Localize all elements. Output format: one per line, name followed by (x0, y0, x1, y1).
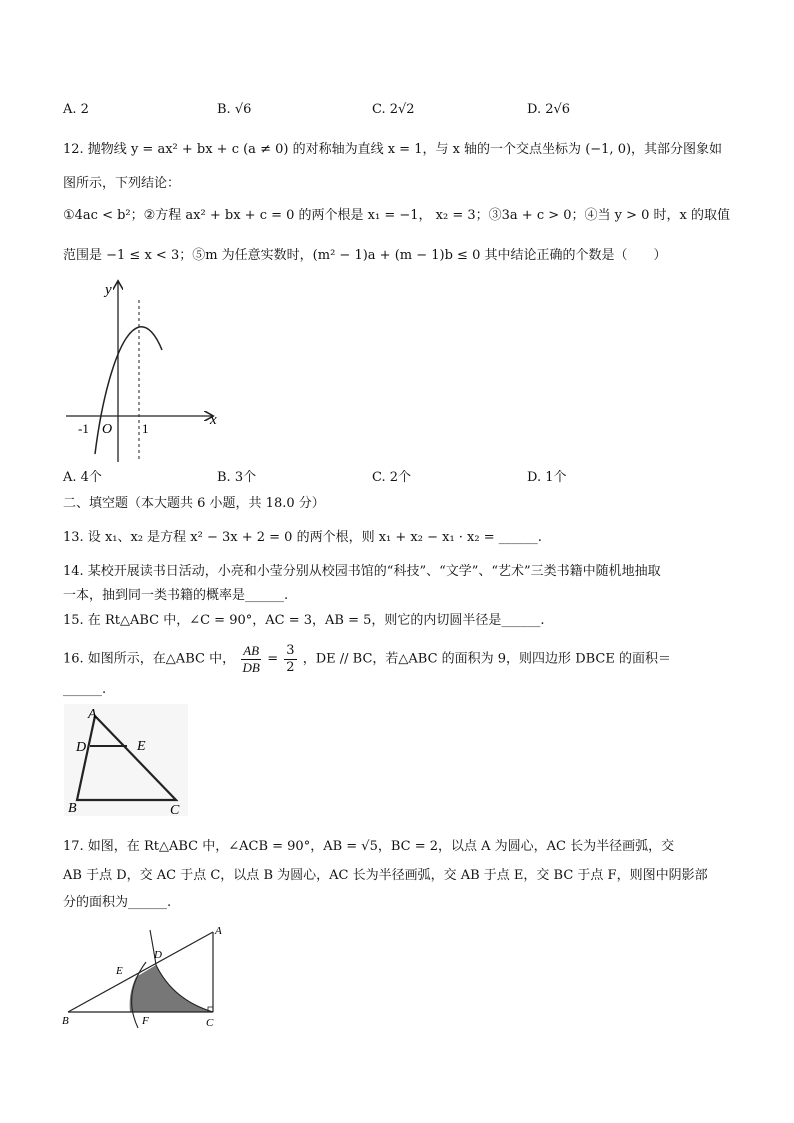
q11-option-a: A. 2 (63, 102, 89, 117)
q16-line-2: ______. (63, 682, 107, 697)
label-a: A (88, 707, 97, 722)
q16-prefix: 16. 如图所示，在△ABC 中， (63, 651, 236, 667)
one-label: 1 (142, 421, 149, 436)
label-b: B (62, 1015, 69, 1027)
q12-line-3: ①4ac < b²；②方程 ax² + bx + c = 0 的两个根是 x₁ = −1， x₂ = 3；③3a + c > 0；④当 y > 0 时，x 的取值 (63, 208, 731, 223)
label-d: D (154, 949, 162, 961)
q16-suffix: ，DE // BC，若△ABC 的面积为 9，则四边形 DBCE 的面积＝ (302, 651, 671, 667)
q17-line-3: 分的面积为______. (63, 895, 172, 910)
q16-frac-numerator: AB (243, 643, 260, 658)
q15-text: 15. 在 Rt△ABC 中，∠C = 90°，AC = 3，AB = 5，则它的内切圆半径是______. (63, 613, 545, 628)
q16-fraction (241, 643, 261, 676)
label-e: E (137, 739, 146, 754)
q12-line-4: 范围是 −1 ≤ x < 3；⑤m 为任意实数时，(m² − 1)a + (m − 1)b ≤ 0 其中结论正确的个数是（ ） (63, 248, 667, 263)
q12-option-b: B. 3个 (217, 470, 257, 485)
q16-frac2-numerator: 3 (286, 643, 295, 658)
label-e: E (116, 965, 123, 977)
q11-option-b: B. √6 (217, 102, 252, 117)
q17-line-1: 17. 如图，在 Rt△ABC 中，∠ACB = 90°，AB = √5，BC = 2，以点 A 为圆心，AC 长为半径画弧，交 (63, 839, 675, 854)
q16-line-1: 16. 如图所示，在△ABC 中， $\frac{AB}{DB}$ = $\frac{3}{2}$ ，DE // BC，若△ABC 的面积为 9，则四边形 DBCE 的面积＝ (63, 643, 671, 675)
label-f: F (142, 1015, 149, 1027)
shaded-region (130, 965, 213, 1012)
label-a: A (215, 925, 222, 937)
q16-frac2-denominator: 2 (286, 660, 295, 675)
q12-option-d: D. 1个 (527, 470, 567, 485)
x-axis-label: x (210, 412, 217, 428)
label-c: C (206, 1017, 214, 1029)
q14-line-1: 14. 某校开展读书日活动，小亮和小莹分别从校园书馆的“科技”、“文学”、“艺术”三类书籍中随机地抽取 (63, 564, 661, 579)
section-heading: 二、填空题（本大题共 6 小题，共 18.0 分） (63, 496, 325, 511)
q17-sector-figure (58, 922, 233, 1032)
q12-option-c: C. 2个 (372, 470, 412, 485)
q14-line-2: 一本，抽到同一类书籍的概率是______. (63, 588, 289, 603)
q12-line-1: 12. 抛物线 y = ax² + bx + c (a ≠ 0) 的对称轴为直线 x = 1，与 x 轴的一个交点坐标为 (−1, 0)，其部分图象如 (63, 142, 723, 157)
origin-label: O (102, 422, 113, 437)
y-axis-label: y (105, 282, 112, 298)
q17-line-2: AB 于点 D，交 AC 于点 C，以点 B 为圆心，AC 长为半径画弧，交 AB 于点 E，交 BC 于点 F，则图中阴影部 (63, 868, 708, 883)
label-c: C (170, 803, 180, 816)
q16-frac-denominator: DB (242, 660, 260, 675)
label-b: B (68, 801, 77, 816)
q12-parabola-graph (60, 278, 230, 466)
q12-line-2: 图所示，下列结论： (63, 176, 181, 191)
q11-option-c: C. 2√2 (372, 102, 415, 117)
q11-option-d: D. 2√6 (527, 102, 571, 117)
q16-fraction-2 (284, 643, 296, 676)
neg-one-label: -1 (78, 421, 89, 436)
q16-triangle-figure (64, 704, 188, 816)
q12-option-a: A. 4个 (63, 470, 102, 485)
label-d: D (76, 740, 87, 755)
q13-text: 13. 设 x₁、x₂ 是方程 x² − 3x + 2 = 0 的两个根，则 x₁ + x₂ − x₁ · x₂ = ______. (63, 530, 542, 545)
